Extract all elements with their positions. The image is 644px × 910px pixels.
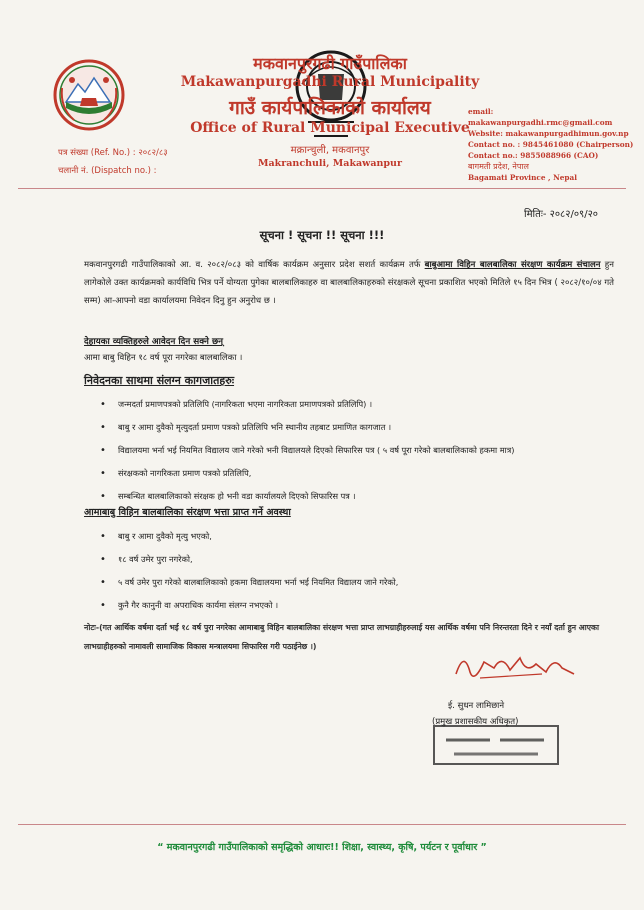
province-en: Bagamati Province , Nepal bbox=[468, 173, 577, 182]
intro-part-1: मकवानपुरगढी गाउँपालिकाको आ. व. २०८२/०८३ को वार्षिक कार्यक्रम अनुसार प्रदेश सशर्त कार्यक्रम तर्फ bbox=[84, 260, 425, 270]
footer-slogan: “ मकवानपुरगढी गाउँपालिकाको समृद्धिको आधारः!! शिक्षा, स्वास्थ्य, कृषि, पर्यटन र पूर्वाधार ” bbox=[157, 842, 487, 853]
list-item: • बाबु र आमा दुवैको मृत्युदर्ता प्रमाण पत्रको प्रतिलिपि भनि स्थानीय तहबाट प्रमाणित कागजात । bbox=[96, 419, 616, 436]
municipality-name-en: Makawanpurgadhi Rural Municipality bbox=[180, 74, 480, 90]
contact-block bbox=[468, 106, 638, 183]
notice-title: सूचना ! सूचना !! सूचना !!! bbox=[259, 228, 385, 242]
list-item: • कुनै गैर कानुनी वा अपराधिक कार्यमा संलग्न नभएको । bbox=[96, 597, 616, 614]
notice-note: नोटः-(गत आर्थिक वर्षमा दर्ता भई १८ वर्ष पुरा नगरेका आमाबाबु विहिन बालबालिका संरक्षण भत्ता प्राप्त लाभग्राहीहरुलाई यस आर्थिक वर्षमा पनि निरन्तरता दिने र नयाँ दर्ता हुन आएका लाभग्राहीहरुको नामावली सामाजिक विकास मन्त्रालयमा सिफारिस गरी पठाईनेछ ।) bbox=[84, 623, 600, 651]
notice-intro bbox=[84, 256, 614, 310]
intro-program-name: बाबुआमा विहिन बालबालिका संरक्षण कार्यक्रम संचालन bbox=[424, 260, 601, 270]
website-text: Website: makawanpurgadhimun.gov.np bbox=[468, 129, 629, 138]
address-np: मक्रान्चुली, मकवानपुर bbox=[290, 145, 370, 156]
address-en: Makranchuli, Makawanpur bbox=[258, 158, 402, 169]
email-text: email: makawanpurgadhi.rmc@gmail.com bbox=[468, 107, 613, 127]
notice-date: मितिः- २०८२/०९/२० bbox=[523, 209, 598, 220]
contact-chair-text: Contact no. : 9845461080 (Chairperson) bbox=[468, 140, 634, 149]
footer-divider bbox=[18, 824, 626, 825]
ref-number: पत्र संख्या (Ref. No.) : २०८२/८३ bbox=[58, 148, 168, 158]
eligibility-heading: देहायका व्यक्तिहरुले आवेदन दिन सक्ने छन् bbox=[84, 337, 224, 347]
list-item: • बाबु र आमा दुवैको मृत्यु भएको, bbox=[96, 528, 616, 545]
eligibility-text: आमा बाबु विहिन १८ वर्ष पूरा नगरेका बालबालिका । bbox=[84, 353, 243, 363]
list-item: • जन्मदर्ता प्रमाणपत्रको प्रतिलिपि (नागरिकता भएमा नागरिकता प्रमाणपत्रको प्रतिलिपि) । bbox=[96, 396, 616, 413]
documents-heading: निवेदनका साथमा संलग्न कागजातहरुः bbox=[84, 374, 235, 387]
province-np: बागमती प्रदेश, नेपाल bbox=[468, 162, 529, 171]
nepal-emblem-logo bbox=[52, 58, 126, 132]
list-item: • १८ वर्ष उमेर पुरा नगरेको, bbox=[96, 551, 616, 568]
municipality-name-np: मकवानपुरगढी गाउँपालिका bbox=[253, 54, 407, 73]
signer-title: (प्रमुख प्रशासकीय अधिकृत) bbox=[432, 717, 519, 727]
signer-name: ई. सुधन लामिछाने bbox=[448, 701, 505, 711]
list-item: • संरक्षकको नागरिकता प्रमाण पत्रको प्रतिलिपि, bbox=[96, 465, 616, 482]
dispatch-number: चलानी नं. (Dispatch no.) : bbox=[58, 166, 157, 176]
header-divider bbox=[18, 188, 626, 189]
list-item: • ५ वर्ष उमेर पुरा गरेको बालबालिकाको हकमा विद्यालयमा भर्ना भई नियमित विद्यालय जाने गरेको, bbox=[96, 574, 616, 591]
list-item: • सम्बन्धित बालबालिकाको संरक्षक हो भनी वडा कार्यालयले दिएको सिफारिस पत्र । bbox=[96, 488, 616, 505]
office-name-np: गाउँ कार्यपालिकाको कार्यालय bbox=[229, 97, 431, 119]
officer-rubber-stamp bbox=[430, 722, 562, 768]
conditions-heading: आमाबाबु विहिन बालबालिका संरक्षण भत्ता प्राप्त गर्ने अवस्था bbox=[84, 507, 291, 518]
contact-cao-text: Contact no.: 9855088966 (CAO) bbox=[468, 151, 599, 160]
reference-block bbox=[58, 144, 168, 180]
intro-part-2: हुन लागेकोले उक्त कार्यक्रमको कार्यविधि भित्र पर्ने योग्यता पुगेका बालबालिकाहरु वा बालबालिकाहरुको संरक्षकले सूचना प्रकाशित भएको मितिले १५ दिन भित्र ( २०८२/१०/०४ गते सम्म) आ-आफ्नो वडा कार्यालयमा निवेदन दिनु हुन अनुरोध छ । bbox=[84, 260, 614, 306]
handwritten-signature bbox=[450, 644, 580, 686]
list-item: • विद्यालयमा भर्ना भई नियमित विद्यालय जाने गरेको भनी विद्यालयले दिएको सिफारिस पत्र ( ५ वर्ष पूरा गरेको बालबालिकाको हकमा मात्र) bbox=[96, 442, 616, 459]
conditions-list bbox=[96, 528, 616, 620]
office-name-en: Office of Rural Municipal Executive bbox=[190, 120, 470, 136]
documents-list bbox=[96, 396, 616, 511]
